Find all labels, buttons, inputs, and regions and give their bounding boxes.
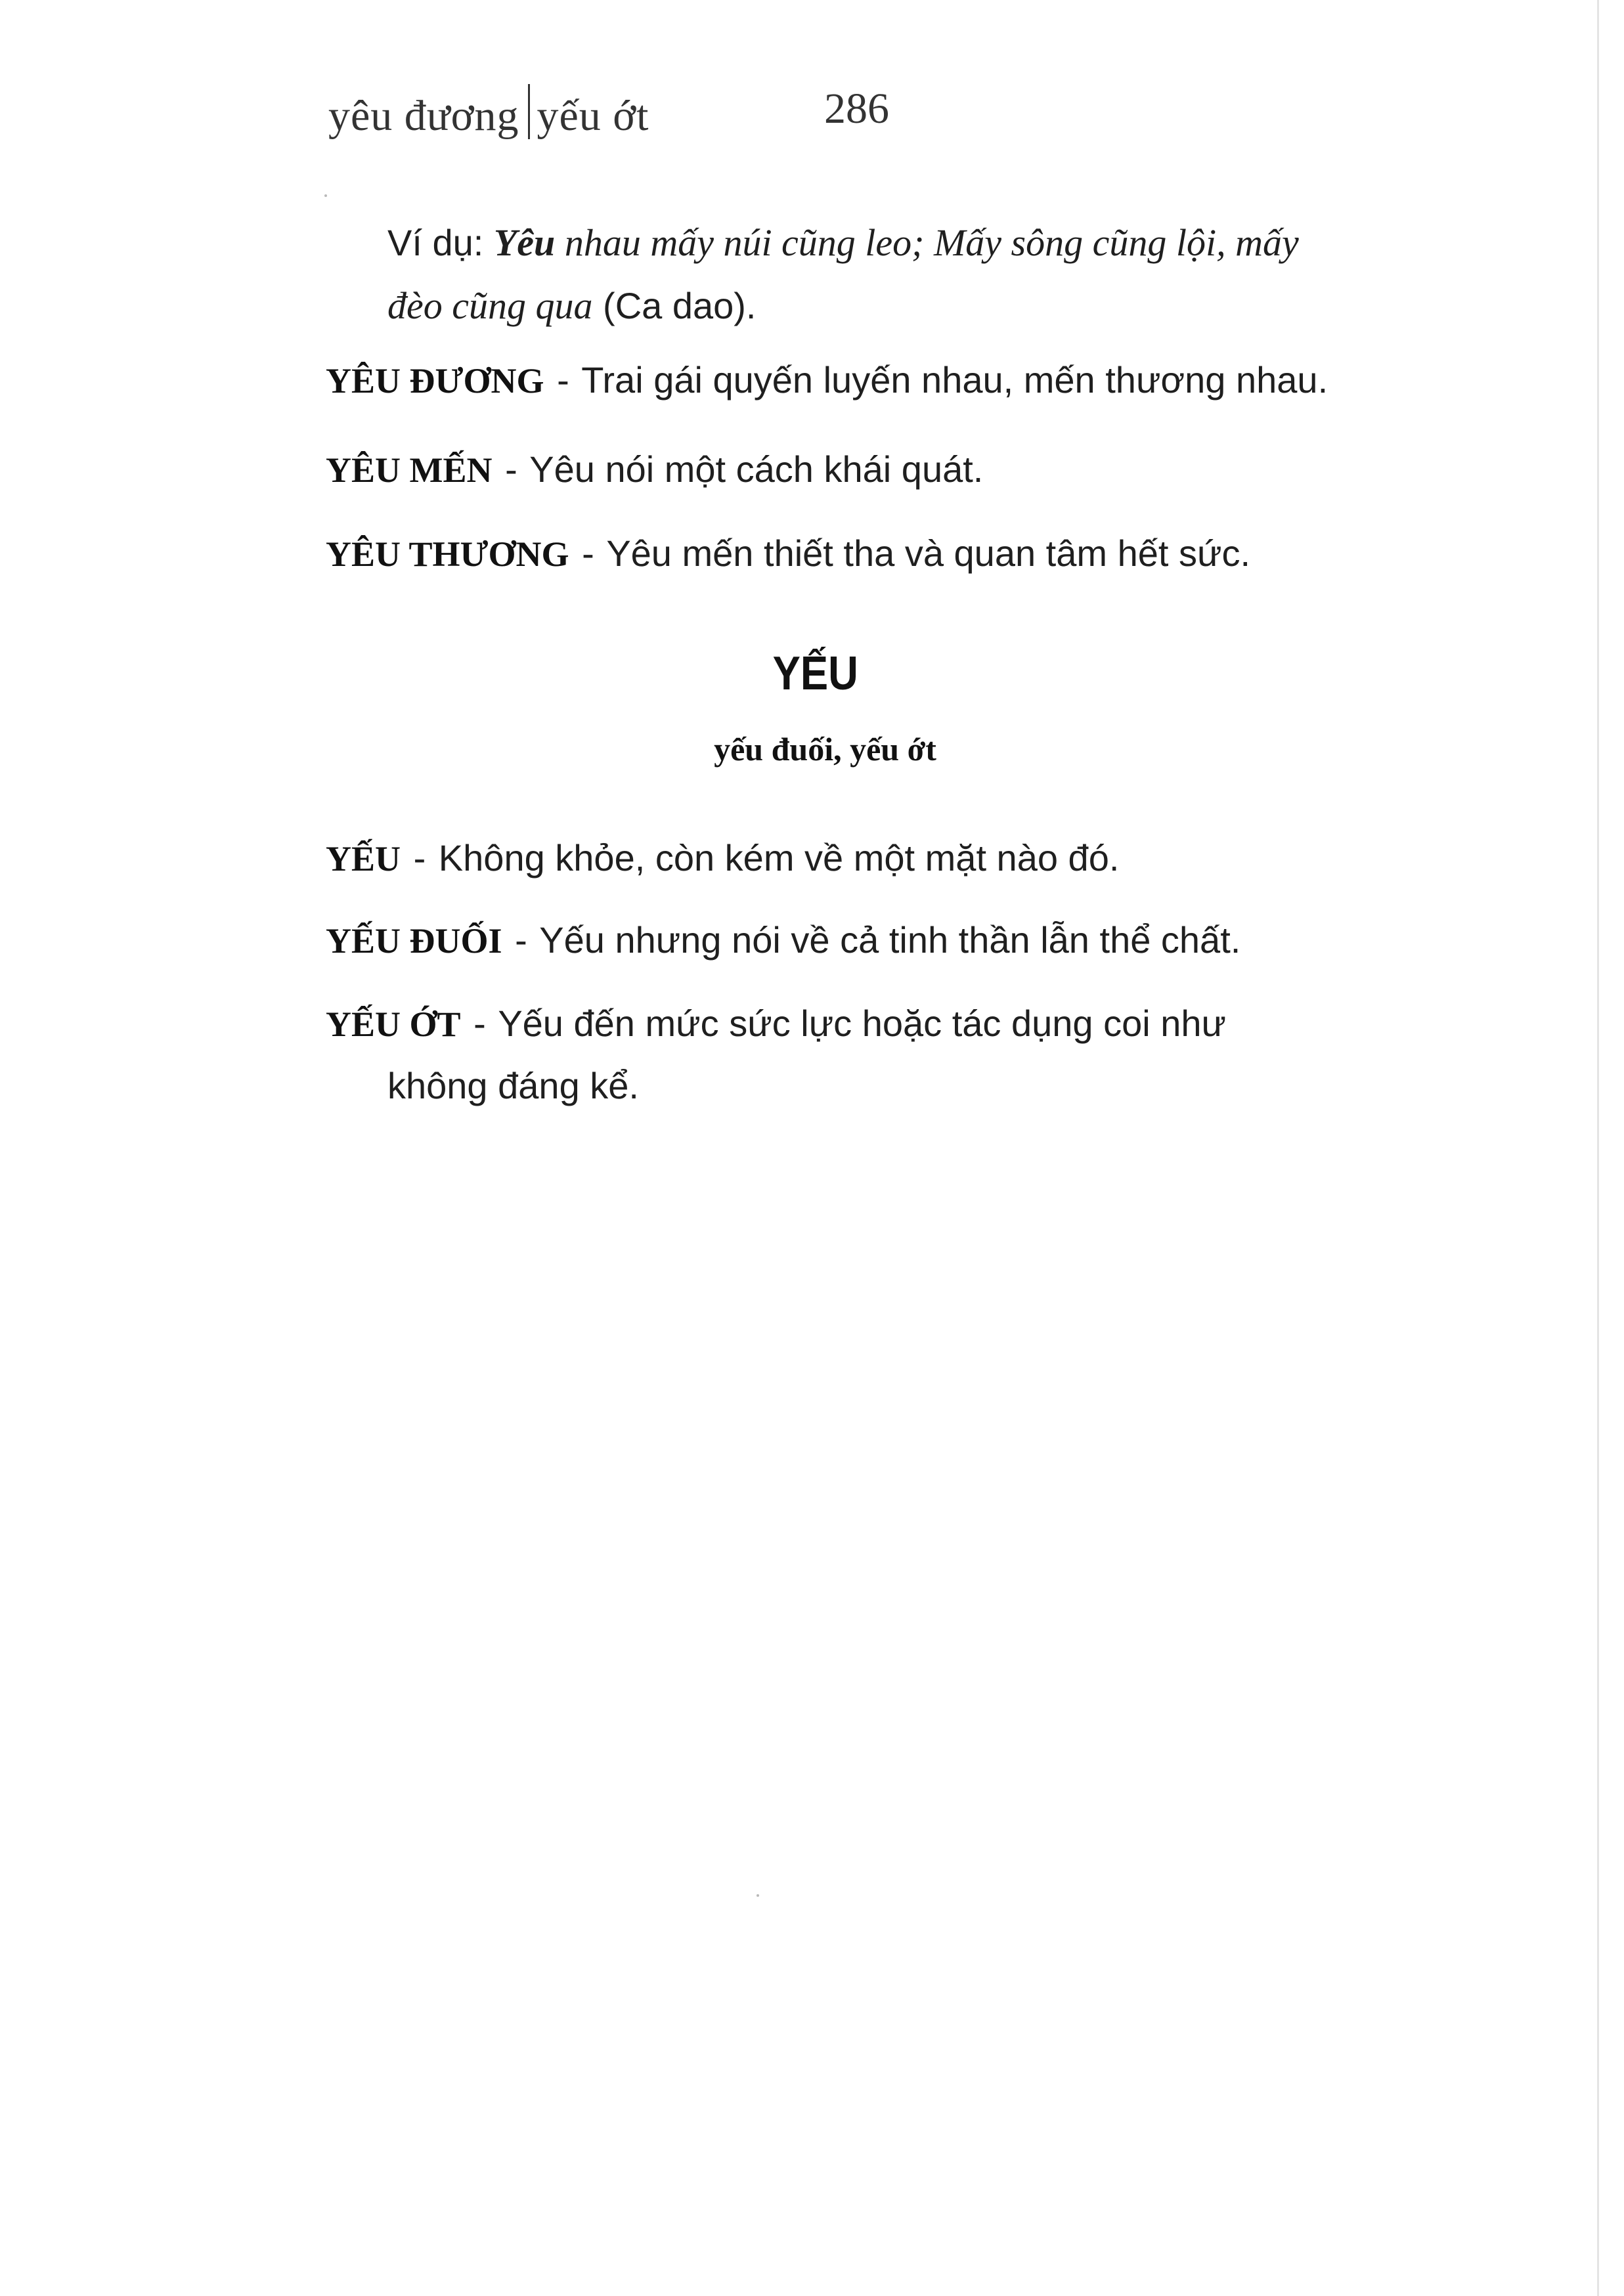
entry-term: YẾU ĐUỐI xyxy=(326,921,502,961)
entry-separator: - xyxy=(473,1003,486,1044)
entry-definition: Yếu nhưng nói về cả tinh thần lẫn thể chất. xyxy=(539,919,1241,961)
entry-definition: Yêu mến thiết tha và quan tâm hết sức. xyxy=(606,532,1251,574)
example-quote-line1: nhau mấy núi cũng leo; Mấy sông cũng lội, mấy xyxy=(555,221,1299,264)
entry-definition: Yếu đến mức sức lực hoặc tác dụng coi như xyxy=(498,1003,1227,1044)
example-quote-line2: đèo cũng qua xyxy=(387,284,593,327)
entry-term: YÊU MẾN xyxy=(326,450,493,490)
entry-separator: - xyxy=(557,359,569,401)
entry-yeu-ot xyxy=(326,993,1396,1117)
entry-definition: Không khỏe, còn kém về một mặt nào đó. xyxy=(438,837,1120,878)
entry-separator: - xyxy=(413,837,426,878)
entry-yeu-men xyxy=(326,439,1396,501)
entry-separator: - xyxy=(515,919,527,961)
page-edge-shadow xyxy=(1597,0,1599,2296)
entry-separator: - xyxy=(582,532,594,574)
example-prefix: Ví dụ: xyxy=(387,222,494,263)
entry-term: YẾU xyxy=(326,839,401,878)
entry-definition: Yêu nói một cách khái quát. xyxy=(529,448,984,490)
running-head xyxy=(328,84,649,141)
section-title: YẾU xyxy=(772,647,858,700)
entry-yeu xyxy=(326,827,1396,890)
example-quote-head: Yêu xyxy=(493,221,556,264)
page-number: 286 xyxy=(824,85,889,133)
entry-yeu-duoi xyxy=(326,909,1396,972)
running-head-last-word: yếu ớt xyxy=(537,92,649,140)
entry-term: YÊU THƯƠNG xyxy=(326,534,569,574)
entry-definition: Trai gái quyến luyến nhau, mến thương nhau. xyxy=(581,359,1328,401)
scan-speck xyxy=(324,194,327,197)
entry-definition-continuation: không đáng kể. xyxy=(387,1065,639,1106)
entry-yeu-thuong xyxy=(326,523,1396,585)
section-subtitle: yếu đuối, yếu ớt xyxy=(714,731,936,768)
running-head-divider xyxy=(528,84,530,139)
entry-yeu-duong xyxy=(326,349,1396,412)
example-source: (Ca dao). xyxy=(592,285,757,326)
entry-term: YÊU ĐƯƠNG xyxy=(326,361,544,401)
entry-separator: - xyxy=(505,448,517,490)
running-head-first-word: yêu đương xyxy=(328,92,519,140)
scan-speck xyxy=(757,1894,759,1897)
entry-term: YẾU ỚT xyxy=(326,1005,461,1044)
example-sentence xyxy=(387,211,1399,337)
